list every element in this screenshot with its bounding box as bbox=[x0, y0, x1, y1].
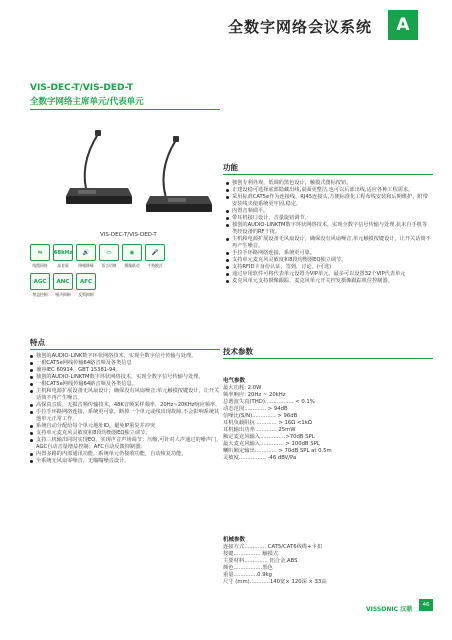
spec-line: 主要材料.............. 铝合金,ABS bbox=[223, 558, 298, 564]
icon-agc: AGC 增益控制 bbox=[30, 273, 50, 298]
icon-afc: AFC 反馈抑制 bbox=[76, 273, 96, 298]
icon-hires: 48kHz 高音质 bbox=[53, 244, 73, 269]
icon-row-1 bbox=[30, 244, 220, 269]
list-item: 系统自动分配给每个单元地址ID，避免IP重复并冲突 bbox=[30, 423, 222, 430]
list-item: 支持RFID卡身份认证，签到，讨论。(可选) bbox=[226, 264, 432, 271]
mechanical-specs bbox=[223, 544, 327, 586]
list-item: 内置音频调平。 bbox=[226, 208, 432, 215]
list-item: 兼容IEC 60914、GBT 15381-94。 bbox=[30, 367, 222, 374]
spec-line: 按键................ 触摸式 bbox=[223, 551, 279, 557]
list-item: 手拉手环路网络连接，系统更可靠，断掉一个单元或线出现故障,不会影响系统其他单元正常工作。 bbox=[30, 409, 222, 423]
anc-icon: ANC bbox=[53, 273, 73, 290]
spec-line: 重量..............0.9kg bbox=[223, 572, 273, 578]
feature-icons bbox=[30, 244, 220, 302]
section-badge: A bbox=[388, 10, 418, 40]
photo-caption: VIS-DEC-T/VIS-DED-T bbox=[100, 232, 157, 238]
list-item: 支持单元麦克风灵敏度和8段均衡器EQ独立调节。 bbox=[226, 257, 432, 264]
spec-line: 频率响应: 20Hz ~ 20kHz bbox=[223, 392, 286, 398]
spec-line: 连接方式............. CAT5/CAT6线缆+卡扣 bbox=[223, 544, 323, 550]
list-item: 支持三机输出同时实现EQ，实现声音声场调节；压缩,可针对人声通过的噪声门，AGC自动音量增益控制；AFC自动反馈抑制器; bbox=[30, 437, 222, 451]
camera-icon: ◉ bbox=[122, 244, 142, 261]
list-item: 主机和电源扩展设备无风扇设计，确保没有风扇噪音;单元触摸按键设计，让开关话筒不再产生噪音。 bbox=[30, 388, 222, 402]
icon-cable: ⇋ 线缆网络 bbox=[30, 244, 50, 269]
mechanical-heading: 机械参数 bbox=[223, 537, 246, 543]
product-subtitle: 全数字网络主席单元/代表单元 bbox=[30, 97, 144, 107]
list-item: 支持单元麦克风灵敏度和8段均衡器EQ独立调节。 bbox=[30, 430, 222, 437]
spec-line: 信噪比(S/N).............. > 96dB bbox=[223, 413, 298, 419]
agc-icon: AGC bbox=[30, 273, 50, 290]
list-item: 麦克风单元支持摄像跟踪，麦克风单元开关控发摄像跟踪机位控制器。 bbox=[226, 278, 432, 285]
list-item: 采用标准CAT5e作为连接线，RJ45连接头,方便标准化工程布线安装和后期维护，附带安装线夹使系统更牢固,稳定。 bbox=[226, 194, 432, 208]
spec-line: 耳机负载阻抗 ............ > 16Ω <1kΩ bbox=[223, 420, 312, 426]
list-item: 独创的AUDIO-LINKTM数字环状网络技术，实现全数字信号传输与处理。 bbox=[30, 374, 222, 381]
list-item: 独创的AUDIO-LINKTM数字环状网络技术，实现全数字信号传输与处理,抗未自手机等类经设备的RF干扰。 bbox=[226, 222, 432, 236]
characteristics-heading: 特点 bbox=[30, 338, 45, 347]
speaker-icon: 🔊 bbox=[76, 244, 96, 261]
list-item: 正建设稳可选择底部隐藏出线,桌面更整洁,也可以后部出线,适应各种工程需求。 bbox=[226, 187, 432, 194]
screen-icon: ▭ bbox=[99, 244, 119, 261]
icon-anc: ANC 噪声抑制 bbox=[53, 273, 73, 298]
icon-mic: 🎤 手持模式 bbox=[145, 244, 165, 269]
features-heading: 功能 bbox=[223, 163, 238, 172]
list-item: 全系统无风扇零噪音，无嗡嗡噪音设计。 bbox=[30, 458, 222, 465]
page-title: 全数字网络会议系统 bbox=[228, 18, 373, 36]
icon-screen: ▭ 语言切换 bbox=[99, 244, 119, 269]
list-item: 一根CAT5e网线传输64路音频及各类信息。 bbox=[30, 381, 222, 388]
electrical-heading: 电气参数 bbox=[223, 378, 246, 384]
icon-camera: ◉ 摄像联动 bbox=[122, 244, 142, 269]
spec-line: 额定麦克风输入...............>70dB SPL bbox=[223, 434, 315, 440]
icon-row-2 bbox=[30, 273, 220, 298]
characteristics-list bbox=[30, 353, 222, 465]
hires-icon: 48kHz bbox=[53, 244, 73, 261]
spec-line: 喇叭额定输出............. > 70dB SPL at 0.5m bbox=[223, 448, 332, 454]
title-underline bbox=[30, 109, 220, 110]
spec-line: 动态范围............. > 94dB bbox=[223, 406, 288, 412]
page-number: 46 bbox=[419, 599, 433, 611]
list-item: 内置多路的内部通讯功能，系统单元仍接收功能，自动恢复功能。 bbox=[30, 451, 222, 458]
spec-line: 颜色.................黑色 bbox=[223, 565, 273, 571]
list-item: 带耳机接口设计，音量旋钮调节。 bbox=[226, 215, 432, 222]
list-item: 一根CAT5e网线传输64路音频及各类信息 bbox=[30, 360, 222, 367]
features-list bbox=[226, 180, 432, 285]
cable-icon: ⇋ bbox=[30, 244, 50, 261]
mic-icon: 🎤 bbox=[145, 244, 165, 261]
list-item: 高保真音质，无损音频传输技术，48K音频采样频率，20Hz~20KHz响应频率。 bbox=[30, 402, 222, 409]
product-photo bbox=[48, 126, 218, 226]
list-item: 独创的AUDIO-LINK数字环状网络技术，实现全数字信号传输与处理。 bbox=[30, 353, 222, 360]
specs-heading: 技术参数 bbox=[223, 347, 253, 356]
product-model: VIS-DEC-T/VIS-DED-T bbox=[30, 83, 134, 93]
spec-line: 最大功耗: 2.0W bbox=[223, 385, 262, 391]
spec-line: 灵敏度................ -46 dBV/Pa bbox=[223, 455, 297, 461]
list-item: 通过应用软件可将代表单元设置为VIP单元，最多可以设置32个VIP代表单元 bbox=[226, 271, 432, 278]
spec-line: 最大麦克风输入.............. > 100dB SPL bbox=[223, 441, 320, 447]
electrical-specs bbox=[223, 385, 332, 462]
characteristics-rule bbox=[30, 349, 220, 350]
list-item: 主机和电源扩展设备无风扇设计，确保没有风扇噪音,单元触摸按键设计，让开关话筒不再产生噪音。 bbox=[226, 236, 432, 250]
spec-line: 总谐波失真(THD)................. < 0.1% bbox=[223, 399, 315, 405]
brand-logo: VISSONIC 汉鼎 bbox=[366, 606, 413, 613]
afc-icon: AFC bbox=[76, 273, 96, 290]
spec-line: 耳机输出功率 ............ 25mW bbox=[223, 427, 296, 433]
features-rule bbox=[223, 174, 433, 175]
list-item: 独创专利外观，低调的黑色设计，触摸式图标按钮。 bbox=[226, 180, 432, 187]
icon-speaker: 🔊 降噪降啸 bbox=[76, 244, 96, 269]
specs-rule bbox=[223, 358, 433, 359]
list-item: 手拉手环路网络连接，系统更可靠。 bbox=[226, 250, 432, 257]
spec-line: 尺寸 (mm)............140宽× 120深 × 33高 bbox=[223, 579, 327, 585]
